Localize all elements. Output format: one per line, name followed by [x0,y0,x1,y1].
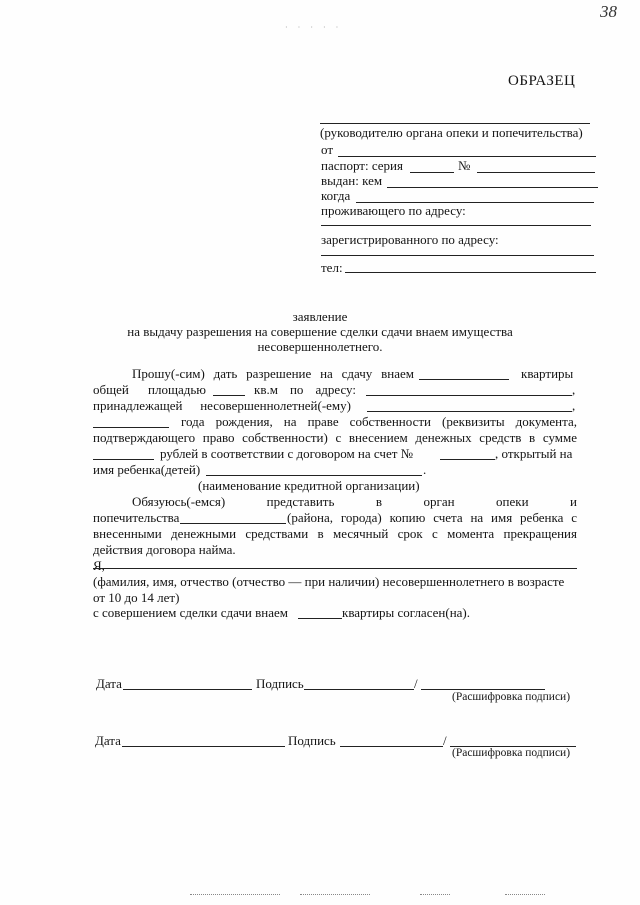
sig2-slash: / [443,733,447,748]
when-label: когда [321,188,351,203]
from-label: от [321,142,334,157]
sig1-sign-label: Подпись [256,676,304,691]
p1-line3-text: принадлежащей несовершеннолетней(-ему) [93,398,351,413]
doc-title: заявление [292,309,348,324]
recipient-caption: (руководителю органа опеки и попечительства) [320,125,583,140]
p2-line3-text: внесенными денежными средствами в месячный срок с момента прекращения [93,526,577,541]
p1-line5-text: подтверждающего право собственности) с внесением денежных средств в сумме [93,430,577,445]
page-number: 38 [600,2,617,21]
registered-line [321,255,594,256]
p1-line2-text-b: кв.м по адресу: [254,382,356,397]
residing-line [321,225,591,226]
p2-line4-text: действия договора найма. [93,542,236,557]
scan-dots-4 [505,894,545,895]
sig2-date-label: Дата [95,733,121,748]
residing-label: проживающего по адресу: [321,203,466,218]
from-line [338,156,596,157]
minor-name-blank [367,411,572,412]
comma-1: , [572,382,576,397]
sig2-sign-label: Подпись [288,733,336,748]
p1-line1-blank [419,379,509,380]
p1-line7-text: имя ребенка(детей) [93,462,201,477]
recipient-line [320,123,590,124]
phone-label: тел: [321,260,343,275]
p1-line1-text: Прошу(-сим) дать разрешение на сдачу внаем [132,366,414,381]
p1-line1-end: квартиры [521,366,574,381]
child-name-blank [206,475,422,476]
sig2-sign-line [340,746,443,747]
sig1-decode-caption: (Расшифровка подписи) [452,691,571,703]
passport-label: паспорт: серия [321,158,403,173]
phone-line [345,272,596,273]
p1-line6-text-b: , открытый на [495,446,573,461]
bank-caption: (наименование кредитной организации) [198,478,420,493]
p3-caption-2: от 10 до 14 лет) [93,590,180,605]
sig1-date-line [123,689,252,690]
scan-dots-2 [300,894,370,895]
minor-fullname-line [93,568,577,569]
period: . [423,462,427,477]
p1-line4-text: года рождения, на праве собственности (реквизиты документа, [181,414,577,429]
sig2-date-line [122,746,285,747]
sig1-slash: / [414,676,418,691]
registered-label: зарегистрированного по адресу: [321,232,499,247]
issued-by-line [387,187,598,188]
p2-line2-text-b: (района, города) копию счета на имя ребенка с [287,510,577,525]
passport-series-line [410,172,454,173]
sum-blank [93,459,154,460]
p2-line2-text-a: попечительства [93,510,180,525]
p3-caption-1: (фамилия, имя, отчество (отчество — при наличии) несовершеннолетнего в возрасте [93,574,565,589]
p3-line4-text-a: с совершением сделки сдачи внаем [93,605,288,620]
p3-ya: Я, [93,558,105,573]
apartment-blank [298,618,342,619]
birth-year-blank [93,427,169,428]
issued-by-label: выдан: кем [321,173,383,188]
sig1-sign-line [304,689,414,690]
account-number-blank [440,459,495,460]
p2-line1-text: Обязуюсь(-емся) представить в орган опеки и [132,494,577,509]
number-sign: № [458,158,471,173]
scan-dots-3 [420,894,450,895]
district-blank [180,523,286,524]
comma-2: , [572,398,576,413]
sample-stamp: ОБРАЗЕЦ [508,73,576,89]
address-blank [366,395,572,396]
doc-subtitle-2: несовершеннолетнего. [257,339,383,354]
passport-number-line [477,172,595,173]
sig2-decode-caption: (Расшифровка подписи) [452,747,571,759]
doc-subtitle-1: на выдачу разрешения на совершение сделки сдачи внаем имущества [127,324,513,339]
p1-line2-text-a: общей площадью [93,382,206,397]
area-blank [213,395,245,396]
p3-line4-text-b: квартиры согласен(на). [342,605,470,620]
sig1-date-label: Дата [96,676,122,691]
scan-dots-1 [190,894,280,895]
scan-specks: · · · · · [285,23,343,32]
p1-line6-text-a: рублей в соответствии с договором на счет № [160,446,414,461]
